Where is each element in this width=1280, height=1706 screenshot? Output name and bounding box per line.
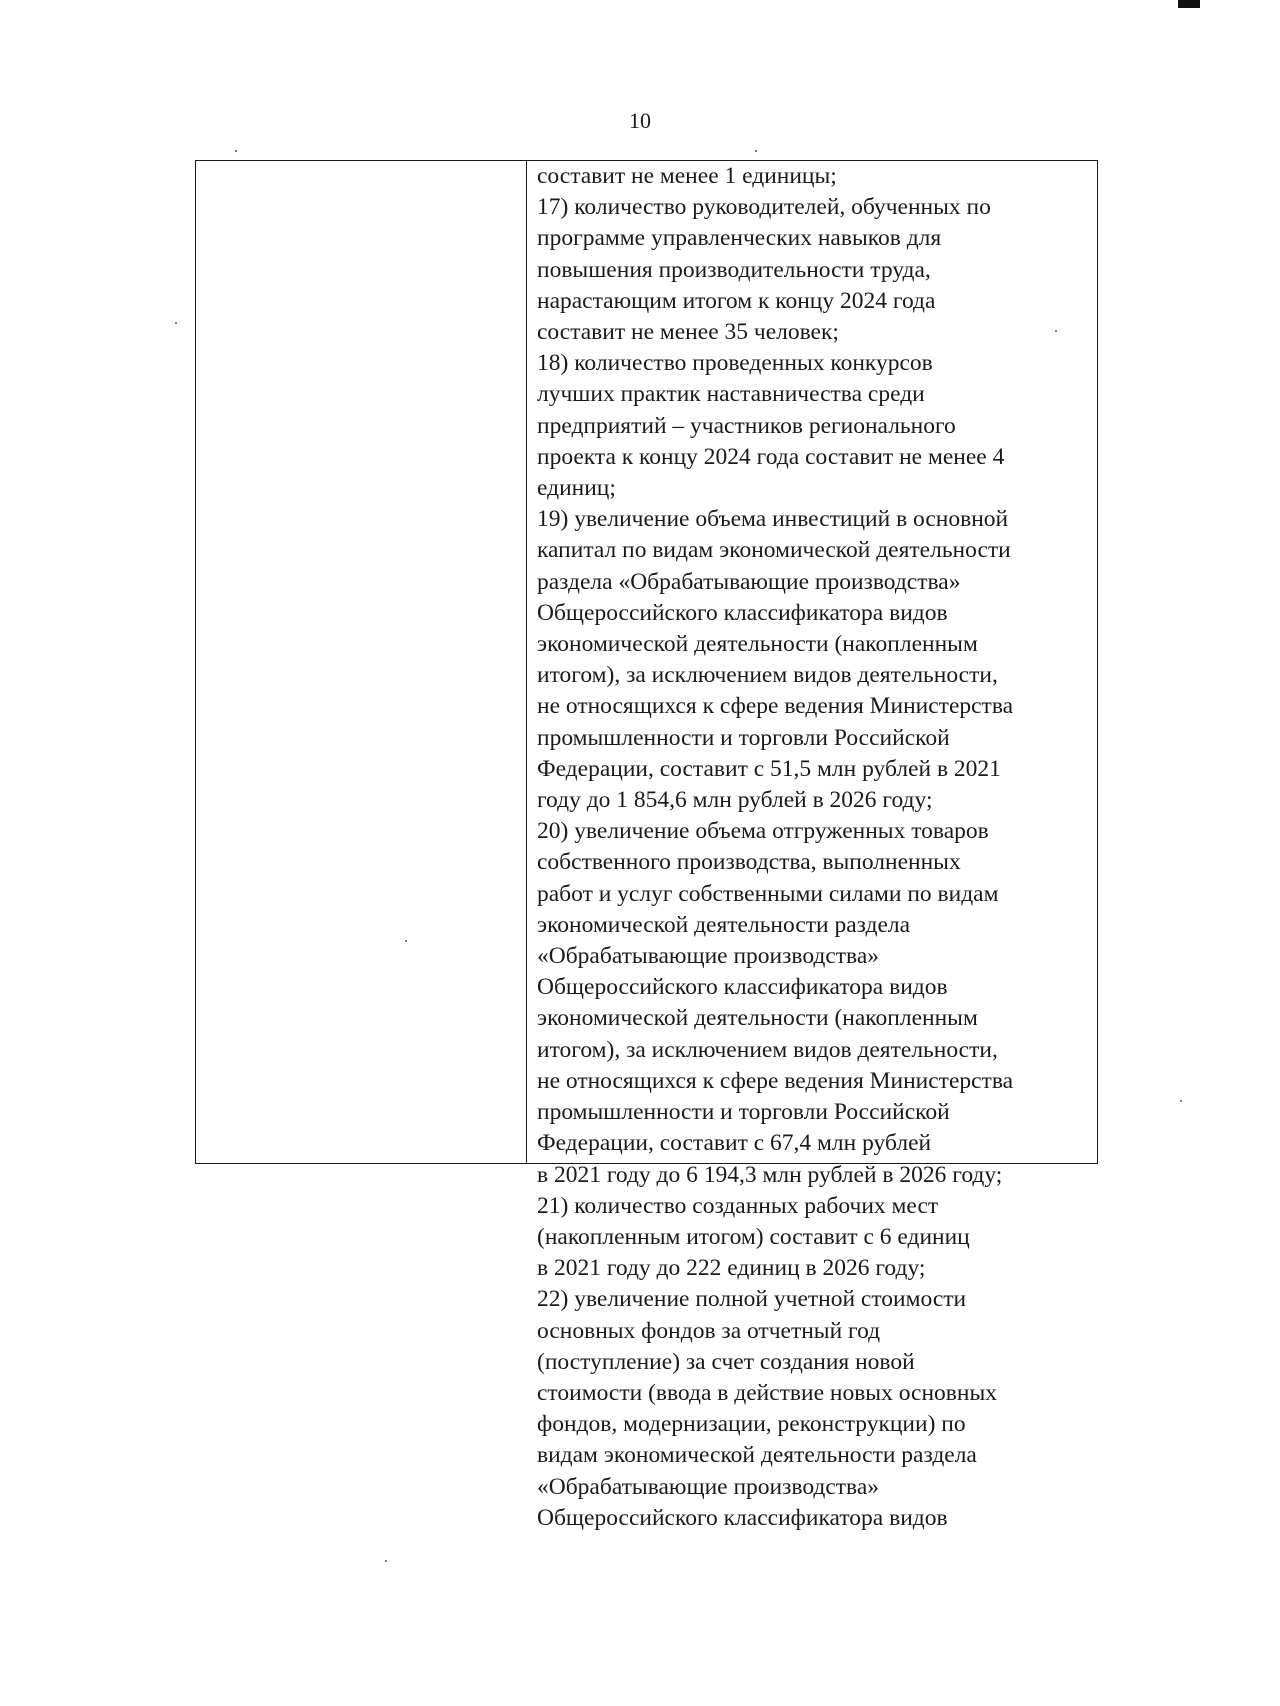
text-line: итогом), за исключением видов деятельности,: [537, 662, 998, 689]
scan-speck: [1180, 1100, 1182, 1102]
text-line: Общероссийского классификатора видов: [537, 599, 948, 626]
text-line: программе управленческих навыков для: [537, 225, 942, 252]
text-line: Федерации, составит с 51,5 млн рублей в 2021: [537, 755, 1001, 782]
text-line: промышленности и торговли Российской: [537, 1099, 950, 1126]
text-line: 20) увеличение объема отгруженных товаров: [537, 818, 989, 845]
table-left-column: [196, 161, 527, 1163]
text-line: «Обрабатывающие производства»: [537, 1473, 880, 1500]
text-line: Общероссийского классификатора видов: [537, 1504, 948, 1531]
text-line: 21) количество созданных рабочих мест: [537, 1192, 939, 1219]
text-line: раздела «Обрабатывающие производства»: [537, 568, 961, 595]
text-line: фондов, модернизации, реконструкции) по: [537, 1411, 966, 1438]
scan-speck: [405, 940, 407, 942]
text-line: 22) увеличение полной учетной стоимости: [537, 1286, 967, 1313]
scan-speck: [755, 150, 757, 152]
text-line: стоимости (ввода в действие новых основных: [537, 1379, 998, 1406]
scan-speck: [175, 322, 177, 324]
text-line: не относящихся к сфере ведения Министерства: [537, 693, 1014, 720]
text-line: повышения производительности труда,: [537, 256, 931, 283]
text-line: работ и услуг собственными силами по видам: [537, 880, 999, 907]
text-line: 18) количество проведенных конкурсов: [537, 350, 933, 377]
table-right-column: [527, 161, 1097, 1531]
text-line: экономической деятельности (накопленным: [537, 1005, 978, 1032]
text-line: составит не менее 1 единицы;: [537, 163, 837, 189]
text-line: в 2021 году до 222 единиц в 2026 году;: [537, 1255, 926, 1282]
text-line: капитал по видам экономической деятельности: [537, 537, 1011, 564]
text-line: основных фондов за отчетный год: [537, 1317, 881, 1344]
text-line: (поступление) за счет создания новой: [537, 1348, 915, 1375]
document-table: [195, 160, 1098, 1531]
text-line: собственного производства, выполненных: [537, 849, 961, 876]
text-line: составит не менее 35 человек;: [537, 319, 839, 346]
text-line: промышленности и торговли Российской: [537, 724, 950, 751]
text-line: единиц;: [537, 475, 616, 502]
text-line: в 2021 году до 6 194,3 млн рублей в 2026 году;: [537, 1161, 1003, 1188]
text-line: предприятий – участников регионального: [537, 412, 956, 439]
text-line: 17) количество руководителей, обученных по: [537, 194, 991, 221]
scan-speck: [1055, 330, 1057, 332]
text-line: проекта к концу 2024 года составит не менее 4: [537, 443, 1005, 470]
text-line: году до 1 854,6 млн рублей в 2026 году;: [537, 787, 933, 814]
page-number: 10: [629, 108, 651, 133]
text-line: «Обрабатывающие производства»: [537, 943, 880, 970]
scan-corner-mark: [1178, 0, 1200, 8]
scan-speck: [385, 1560, 387, 1562]
text-line: Федерации, составит с 67,4 млн рублей: [537, 1130, 932, 1157]
text-line: (накопленным итогом) составит с 6 единиц: [537, 1223, 970, 1250]
text-line: 19) увеличение объема инвестиций в основной: [537, 506, 1009, 533]
text-line: не относящихся к сфере ведения Министерства: [537, 1067, 1014, 1094]
text-line: экономической деятельности раздела: [537, 911, 911, 938]
text-line: экономической деятельности (накопленным: [537, 631, 978, 658]
text-line: нарастающим итогом к концу 2024 года: [537, 287, 936, 314]
text-line: Общероссийского классификатора видов: [537, 974, 948, 1001]
text-line: лучших практик наставничества среди: [537, 381, 925, 408]
scan-speck: [235, 150, 237, 152]
text-line: итогом), за исключением видов деятельности,: [537, 1036, 998, 1063]
text-line: видам экономической деятельности раздела: [537, 1442, 977, 1469]
